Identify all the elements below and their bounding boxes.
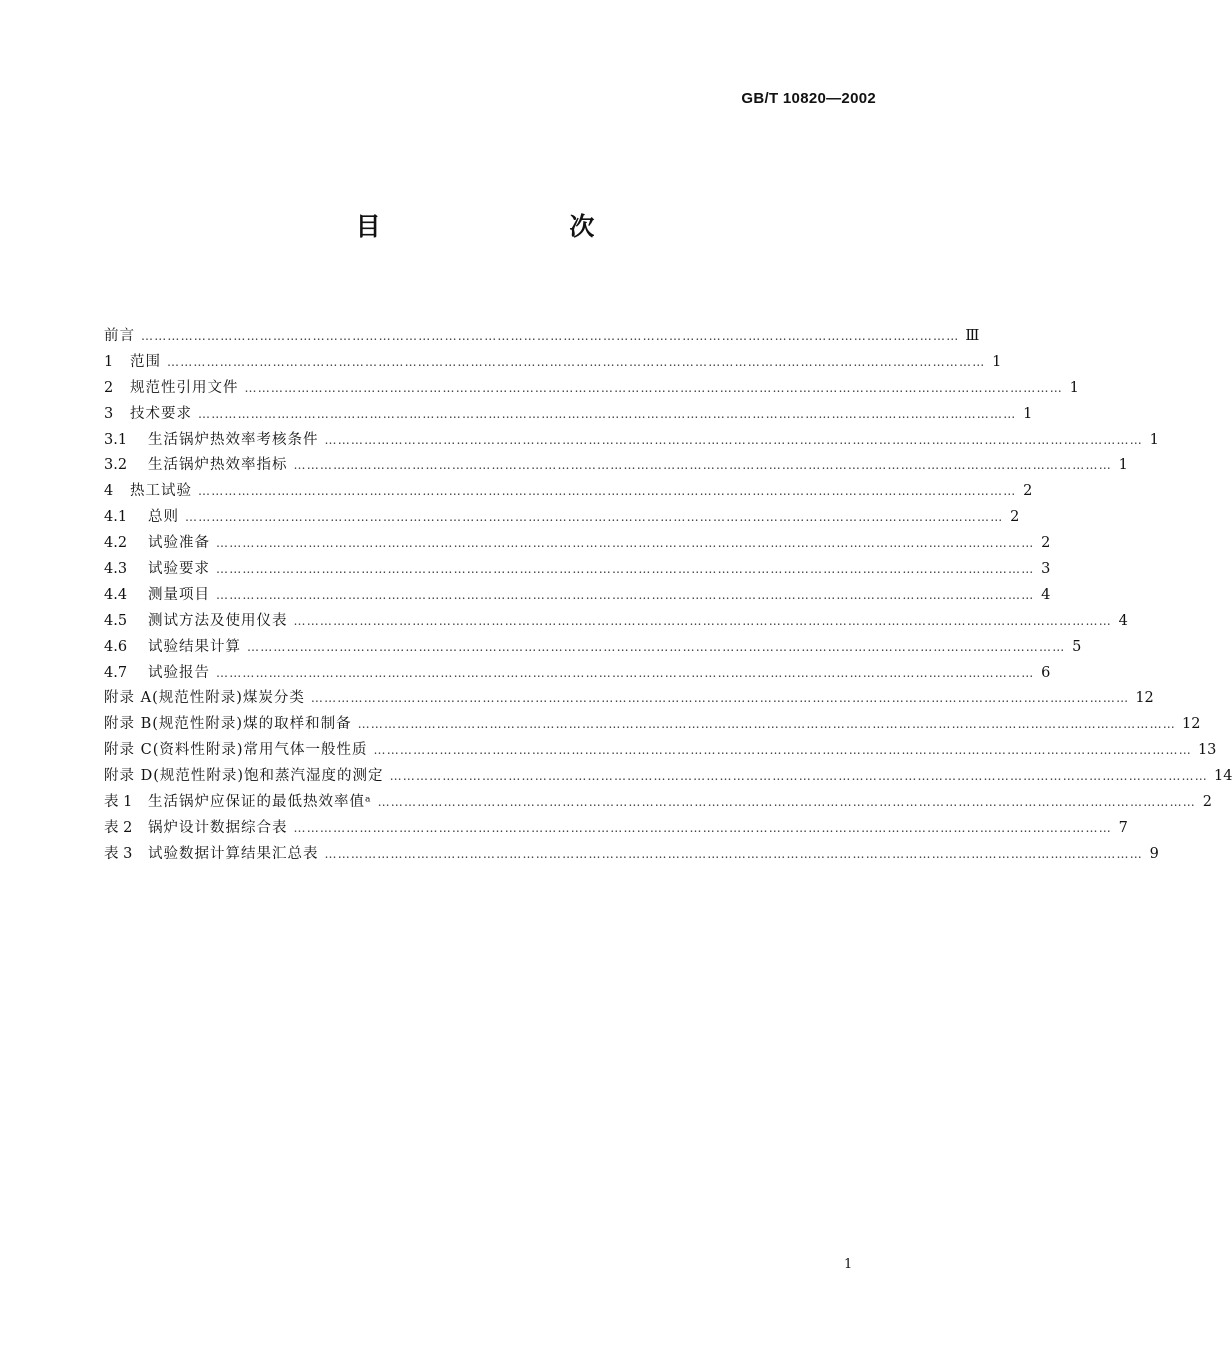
toc-leader: …………………………………………………………………………………………………………………………………………………………………… xyxy=(198,484,1017,499)
table-of-contents xyxy=(104,324,1232,868)
toc-page: 7 xyxy=(1118,819,1128,836)
toc-leader: …………………………………………………………………………………………………………………………………………………………………… xyxy=(377,795,1196,810)
toc-leader: …………………………………………………………………………………………………………………………………………………………………… xyxy=(244,380,1063,395)
toc-page: 2 xyxy=(1023,483,1033,500)
toc-page: 2 xyxy=(1041,535,1051,552)
toc-entry[interactable] xyxy=(104,531,1051,557)
toc-page: 1 xyxy=(1069,379,1079,396)
toc-page: 14 xyxy=(1213,768,1232,785)
toc-entry[interactable] xyxy=(104,376,1079,402)
toc-page: 2 xyxy=(1010,509,1020,526)
toc-leader: …………………………………………………………………………………………………………………………………………………………………… xyxy=(185,510,1004,525)
toc-label: 锅炉设计数据综合表 xyxy=(148,819,288,836)
appendix-prefix: 附录 B(规范性附录) xyxy=(104,716,244,733)
toc-entry-foreword[interactable] xyxy=(104,324,980,350)
toc-leader: …………………………………………………………………………………………………………………………………………………………………… xyxy=(310,691,1130,706)
toc-leader: …………………………………………………………………………………………………………………………………………………………………… xyxy=(324,846,1143,861)
toc-label: 试验准备 xyxy=(148,535,210,552)
toc-number: 3.1 xyxy=(104,431,128,448)
toc-number: 2 xyxy=(104,379,114,396)
toc-number: 4.2 xyxy=(104,535,128,552)
toc-page: 4 xyxy=(1041,586,1051,603)
toc-page: 1 xyxy=(1118,457,1128,474)
toc-label: 范围 xyxy=(130,353,161,370)
toc-leader: …………………………………………………………………………………………………………………………………………………………………… xyxy=(324,432,1143,447)
toc-leader: …………………………………………………………………………………………………………………………………………………………………… xyxy=(247,639,1066,654)
toc-number: 3.2 xyxy=(104,457,128,474)
toc-appendix-entry[interactable] xyxy=(104,712,1201,738)
toc-entry[interactable] xyxy=(104,661,1051,687)
appendix-prefix: 附录 D(规范性附录) xyxy=(104,768,245,785)
appendix-prefix: 附录 C(资料性附录) xyxy=(104,742,244,759)
toc-number: 4.4 xyxy=(104,586,128,603)
toc-leader: …………………………………………………………………………………………………………………………………………………………………… xyxy=(216,562,1035,577)
toc-entry[interactable] xyxy=(104,428,1159,454)
toc-label: 总则 xyxy=(148,509,179,526)
toc-leader: …………………………………………………………………………………………………………………………………………………………………… xyxy=(141,329,960,343)
toc-entry[interactable] xyxy=(104,402,1033,428)
toc-leader: …………………………………………………………………………………………………………………………………………………………………… xyxy=(216,536,1035,551)
toc-leader: …………………………………………………………………………………………………………………………………………………………………… xyxy=(293,613,1112,628)
toc-label: 技术要求 xyxy=(130,405,192,422)
toc-leader: …………………………………………………………………………………………………………………………………………………………………… xyxy=(373,743,1192,758)
toc-page: 2 xyxy=(1202,794,1212,811)
standard-code: GB/T 10820—2002 xyxy=(741,90,876,107)
toc-page: 1 xyxy=(1149,431,1159,448)
toc-appendix-entry[interactable] xyxy=(104,764,1232,790)
toc-table-entry[interactable] xyxy=(104,790,1212,816)
toc-number: 表 3 xyxy=(104,845,133,862)
toc-number: 4.6 xyxy=(104,638,128,655)
toc-number: 1 xyxy=(104,353,114,370)
toc-page: 9 xyxy=(1149,845,1159,862)
toc-entry[interactable] xyxy=(104,505,1020,531)
toc-number: 4 xyxy=(104,483,114,500)
toc-label: 试验数据计算结果汇总表 xyxy=(148,845,319,862)
toc-page: 12 xyxy=(1135,690,1154,707)
toc-table-entry[interactable] xyxy=(104,816,1128,842)
page-number: 1 xyxy=(844,1257,853,1272)
toc-page: 3 xyxy=(1041,561,1051,578)
page-title: 目 次 xyxy=(355,212,685,241)
toc-leader: …………………………………………………………………………………………………………………………………………………………………… xyxy=(357,717,1176,732)
toc-label: 试验结果计算 xyxy=(148,638,241,655)
toc-label: 测试方法及使用仪表 xyxy=(148,612,288,629)
toc-number: 表 2 xyxy=(104,819,133,836)
toc-number: 4.3 xyxy=(104,561,128,578)
toc-label: 规范性引用文件 xyxy=(130,379,239,396)
toc-entry[interactable] xyxy=(104,635,1082,661)
toc-label: 煤的取样和制备 xyxy=(243,716,352,733)
toc-label: 测量项目 xyxy=(148,586,210,603)
toc-leader: …………………………………………………………………………………………………………………………………………………………………… xyxy=(389,769,1208,784)
toc-entry[interactable] xyxy=(104,557,1051,583)
toc-page: 12 xyxy=(1181,716,1201,733)
toc-appendix-entry[interactable] xyxy=(104,686,1154,712)
toc-number: 4.5 xyxy=(104,612,128,629)
toc-label: 热工试验 xyxy=(130,483,192,500)
toc-label: 生活锅炉热效率指标 xyxy=(148,457,288,474)
toc-page: 4 xyxy=(1118,612,1128,629)
toc-leader: …………………………………………………………………………………………………………………………………………………………………… xyxy=(216,587,1035,602)
toc-leader: …………………………………………………………………………………………………………………………………………………………………… xyxy=(216,665,1035,680)
toc-page: Ⅲ xyxy=(965,328,980,344)
toc-label: 生活锅炉应保证的最低热效率值ᵃ xyxy=(148,794,372,811)
toc-page: 5 xyxy=(1072,638,1082,655)
toc-label: 试验要求 xyxy=(148,561,210,578)
toc-label: 煤炭分类 xyxy=(242,690,305,707)
toc-appendix-entry[interactable] xyxy=(104,738,1217,764)
toc-page: 6 xyxy=(1041,664,1051,681)
toc-leader: …………………………………………………………………………………………………………………………………………………………………… xyxy=(198,406,1017,421)
toc-leader: …………………………………………………………………………………………………………………………………………………………………… xyxy=(167,354,986,369)
toc-leader: …………………………………………………………………………………………………………………………………………………………………… xyxy=(293,458,1112,473)
toc-entry[interactable] xyxy=(104,609,1128,635)
toc-entry[interactable] xyxy=(104,479,1033,505)
toc-number: 表 1 xyxy=(104,794,133,811)
toc-page: 13 xyxy=(1197,742,1217,759)
toc-entry[interactable] xyxy=(104,350,1002,376)
toc-label: 试验报告 xyxy=(148,664,210,681)
toc-label: 饱和蒸汽湿度的测定 xyxy=(244,768,384,785)
toc-number: 3 xyxy=(104,405,114,422)
toc-page: 1 xyxy=(992,353,1002,370)
toc-entry[interactable] xyxy=(104,583,1051,609)
toc-table-entry[interactable] xyxy=(104,842,1159,868)
toc-label: 常用气体一般性质 xyxy=(243,742,368,759)
toc-leader: …………………………………………………………………………………………………………………………………………………………………… xyxy=(293,820,1112,835)
toc-label: 生活锅炉热效率考核条件 xyxy=(148,431,319,448)
appendix-prefix: 附录 A(规范性附录) xyxy=(104,690,243,707)
toc-label: 前言 xyxy=(104,328,135,344)
toc-number: 4.7 xyxy=(104,664,128,681)
toc-number: 4.1 xyxy=(104,509,128,526)
toc-page: 1 xyxy=(1023,405,1033,422)
toc-entry[interactable] xyxy=(104,453,1128,479)
